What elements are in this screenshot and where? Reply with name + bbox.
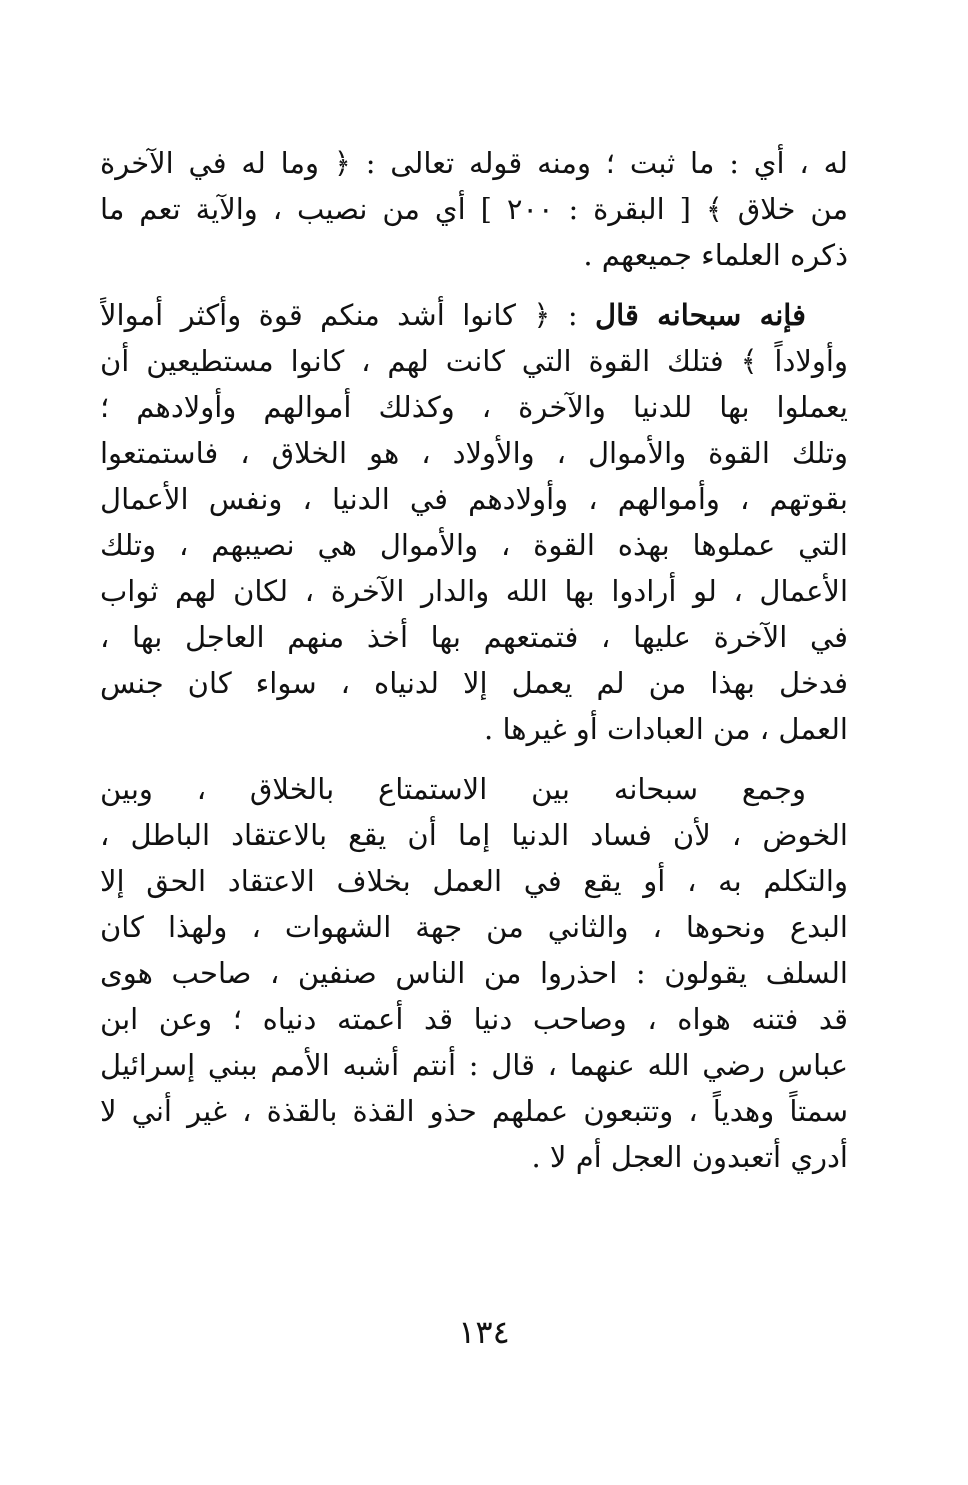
paragraph-2 bbox=[100, 292, 848, 752]
text-line: قد فتنه هواه ، وصاحب دنيا قد أعمته دنياه ؛ وعن ابن bbox=[100, 1002, 848, 1036]
text-line: وجمع سبحانه بين الاستمتاع بالخلاق ، وبين bbox=[100, 772, 806, 806]
text-line: السلف يقولون : احذروا من الناس صنفين ، صاحب هوى bbox=[100, 956, 848, 990]
text-line: له ، أي : ما ثبت ؛ ومنه قوله تعالى : ﴿ وما له في الآخرة bbox=[100, 146, 848, 180]
text-line: أدري أتعبدون العجل أم لا . bbox=[531, 1140, 848, 1174]
paragraph-1 bbox=[100, 140, 848, 278]
text-line: الخوض ، لأن فساد الدنيا إما أن يقع بالاعتقاد الباطل ، bbox=[100, 818, 848, 852]
text-line: الأعمال ، لو أرادوا بها الله والدار الآخرة ، لكان لهم ثواب bbox=[100, 574, 848, 608]
text-span: : ﴿ كانوا أشد منكم قوة وأكثر أموالاً bbox=[100, 298, 596, 332]
text-line: العمل ، من العبادات أو غيرها . bbox=[484, 712, 848, 746]
text-line: عباس رضي الله عنهما ، قال : أنتم أشبه الأمم ببني إسرائيل bbox=[100, 1048, 848, 1082]
bold-lead-text: فإنه سبحانه قال bbox=[595, 298, 806, 332]
text-line: يعملوا بها للدنيا والآخرة ، وكذلك أموالهم وأولادهم ؛ bbox=[100, 390, 848, 424]
text-line: بقوتهم ، وأموالهم ، وأولادهم في الدنيا ، ونفس الأعمال bbox=[100, 482, 848, 516]
text-line: فدخل بهذا من لم يعمل إلا لدنياه ، سواء كان جنس bbox=[100, 666, 848, 700]
text-line bbox=[100, 292, 848, 338]
text-line: البدع ونحوها ، والثاني من جهة الشهوات ، ولهذا كان bbox=[100, 910, 848, 944]
text-line: في الآخرة عليها ، فتمتعهم بها أخذ منهم العاجل بها ، bbox=[100, 620, 848, 654]
text-line: ذكره العلماء جميعهم . bbox=[583, 238, 848, 272]
text-line: والتكلم به ، أو يقع في العمل بخلاف الاعتقاد الحق إلا bbox=[100, 864, 848, 898]
page-number: ١٣٤ bbox=[458, 1313, 510, 1351]
text-line: وأولاداً ﴾ فتلك القوة التي كانت لهم ، كانوا مستطيعين أن bbox=[100, 344, 848, 378]
body-text bbox=[100, 140, 848, 1180]
text-line: من خلاق ﴾ [ البقرة : ٢٠٠ ] أي من نصيب ، والآية تعم ما bbox=[100, 192, 848, 226]
text-line: التي عملوها بهذه القوة ، والأموال هي نصيبهم ، وتلك bbox=[100, 528, 848, 562]
text-line: سمتاً وهدياً ، وتتبعون عملهم حذو القذة بالقذة ، غير أني لا bbox=[100, 1094, 848, 1128]
paragraph-3 bbox=[100, 766, 848, 1180]
text-line: وتلك القوة والأموال ، والأولاد ، هو الخلاق ، فاستمتعوا bbox=[100, 436, 848, 470]
